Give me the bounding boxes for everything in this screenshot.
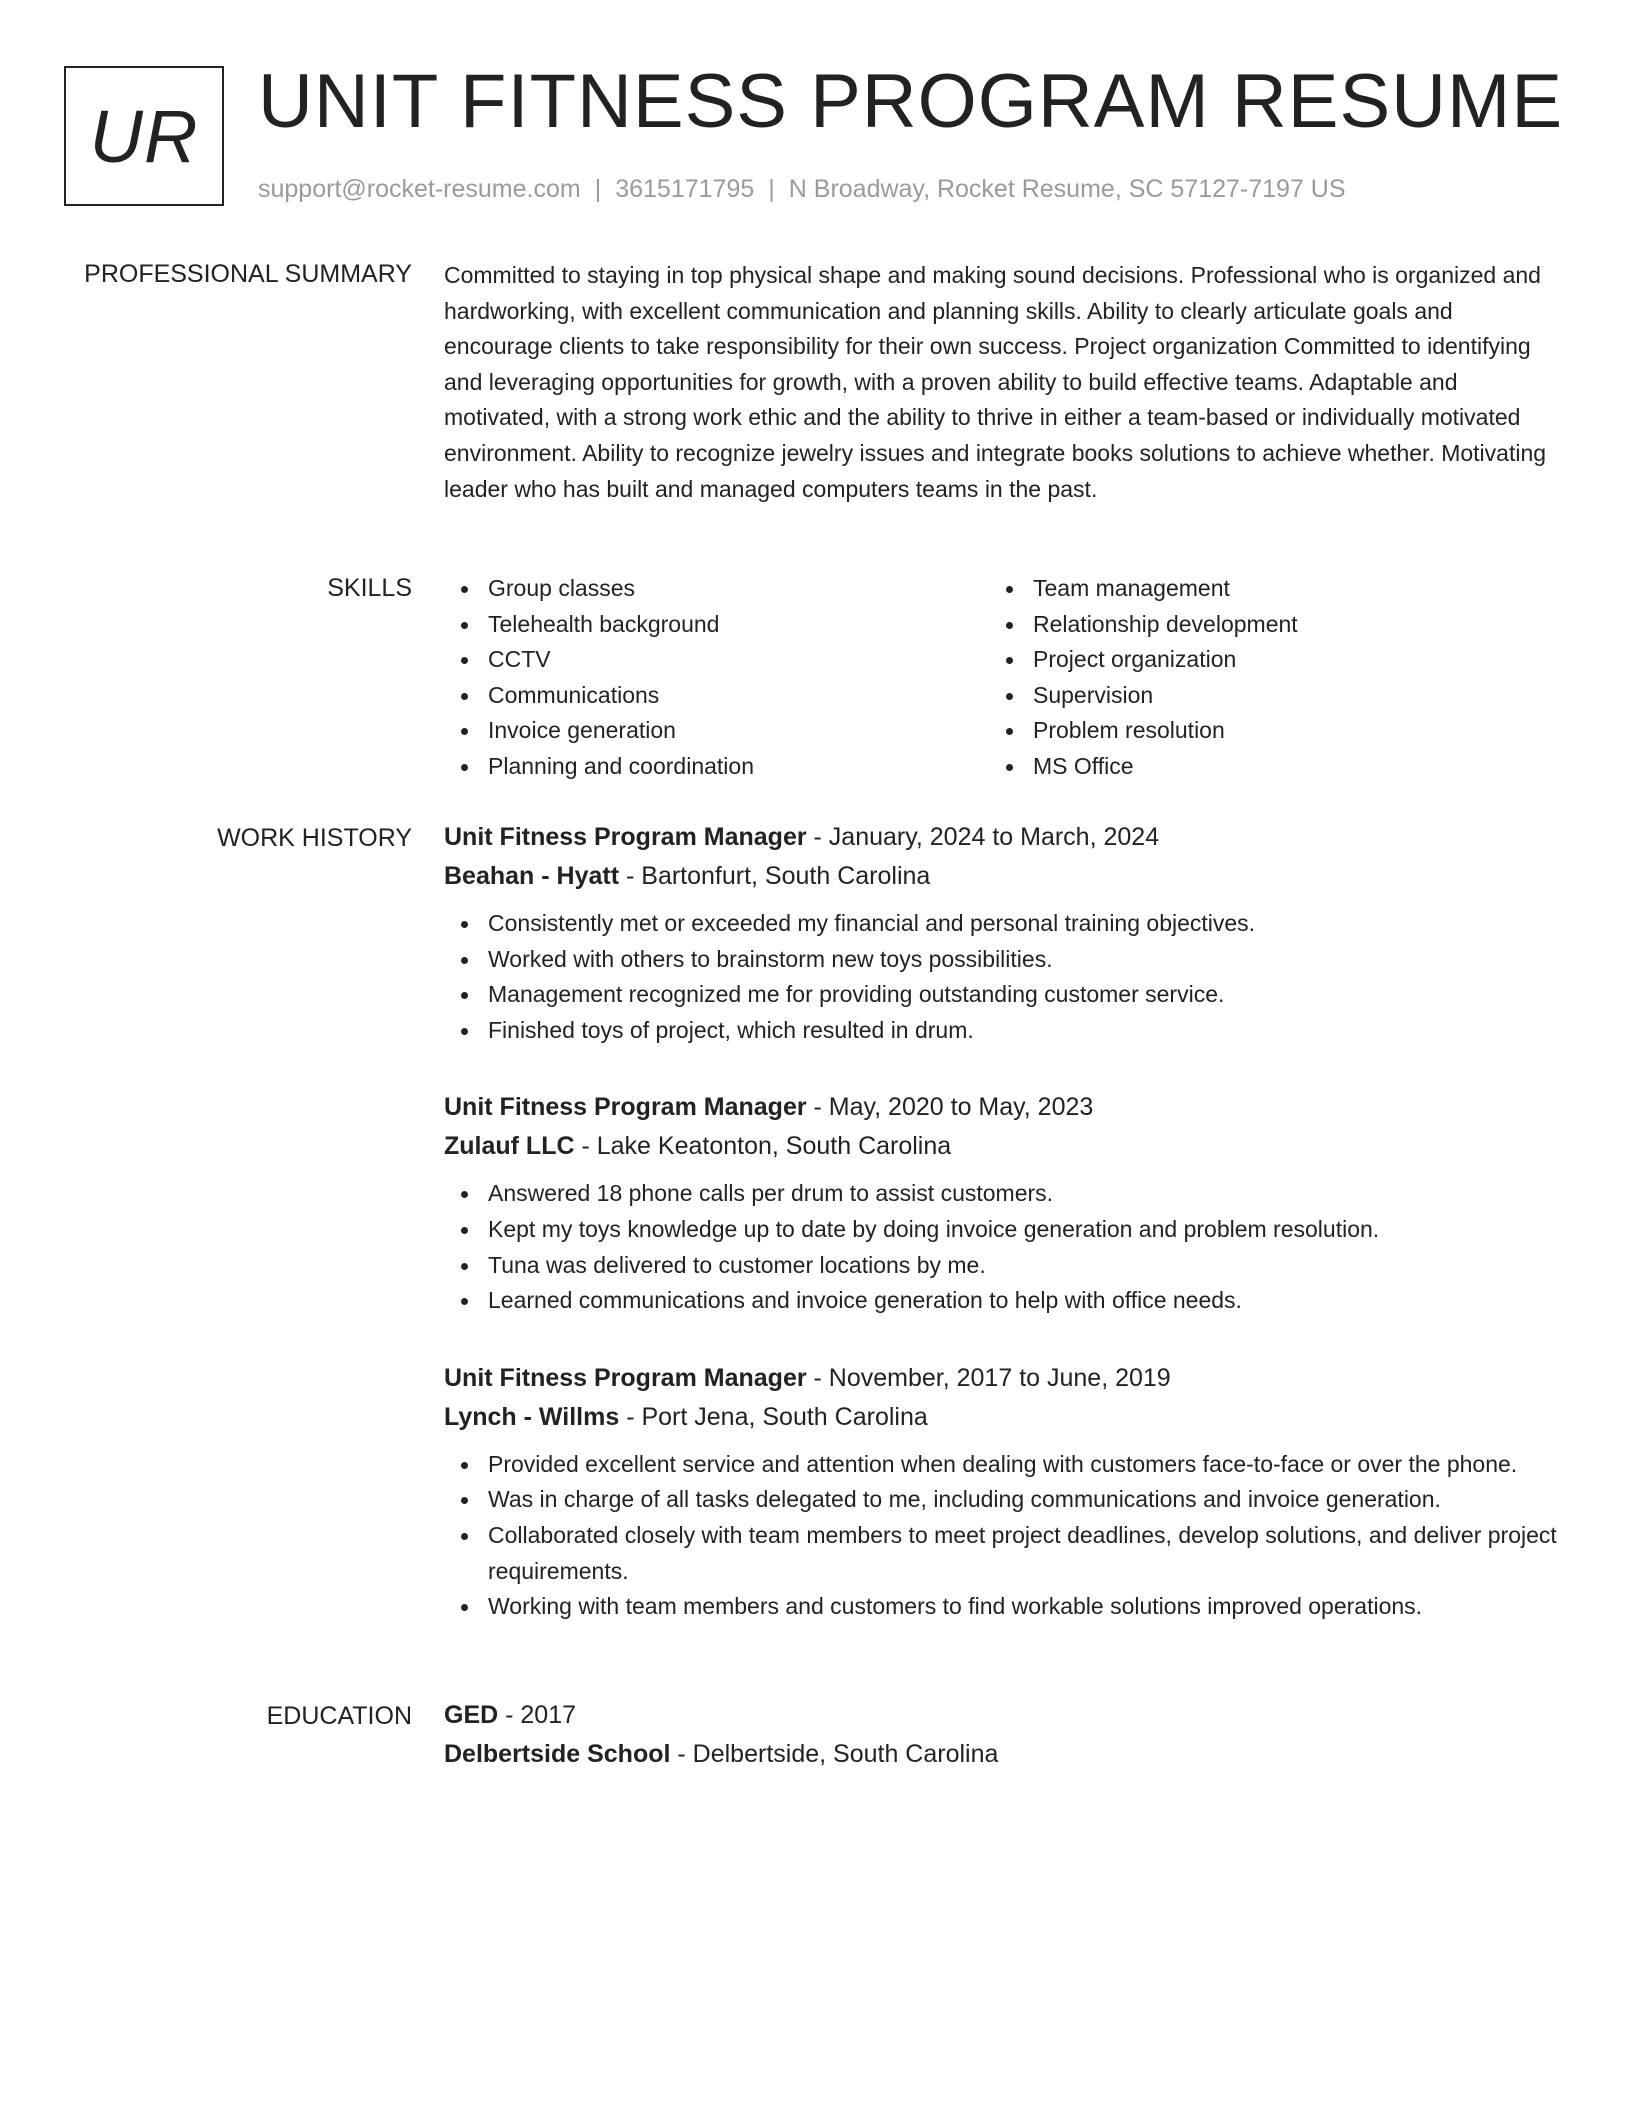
job-entry [444, 1088, 1564, 1318]
job-dates: - January, 2024 to March, 2024 [806, 823, 1160, 851]
skill-item: MS Office [989, 749, 1534, 785]
monogram: UR [64, 66, 224, 206]
skill-item: Planning and coordination [444, 749, 989, 785]
skill-item: Group classes [444, 571, 989, 607]
skill-item: CCTV [444, 642, 989, 678]
job-bullet: Provided excellent service and attention when dealing with customers face-to-face or over the phone. [444, 1447, 1564, 1483]
job-title: Unit Fitness Program Manager [444, 1093, 807, 1122]
skill-item: Invoice generation [444, 713, 989, 749]
job-bullet: Working with team members and customers to find workable solutions improved operations. [444, 1589, 1564, 1625]
skill-item: Supervision [989, 678, 1534, 714]
skills-body [444, 571, 1564, 785]
contact-email: support@rocket-resume.com [258, 175, 581, 203]
contact-separator: | [594, 175, 602, 203]
job-location: - Bartonfurt, South Carolina [619, 862, 931, 890]
job-bullet: Consistently met or exceeded my financial and personal training objectives. [444, 906, 1564, 942]
job-bullet: Collaborated closely with team members to meet project deadlines, develop solutions, and deliver project requirements. [444, 1518, 1564, 1589]
education-location: - Delbertside, South Carolina [670, 1740, 999, 1768]
job-entry [444, 1359, 1564, 1625]
job-bullets [444, 1447, 1564, 1625]
job-location: - Port Jena, South Carolina [619, 1402, 928, 1431]
skill-item: Project organization [989, 642, 1534, 678]
job-entry [444, 818, 1564, 1048]
education-school-line [444, 1735, 1564, 1774]
skills-list-right [989, 571, 1534, 785]
job-bullets [444, 1176, 1564, 1318]
job-company: Zulauf LLC [444, 1132, 575, 1161]
skill-item: Team management [989, 571, 1534, 607]
summary-text: Committed to staying in top physical shape and making sound decisions. Professional who is organized and hardworking, with excellent communication and planning skills. Ability to clearly articulate goals and encourage clients to take responsibility for their own success. Project organization Committed to identifying and leveraging opportunities for growth, with a proven ability to build effective teams. Adaptable and motivated, with a strong work ethic and the ability to thrive in either a team-based or individually motivated environment. Ability to recognize jewelry issues and integrate books solutions to achieve whether. Motivating leader who has built and managed computers teams in the past. [444, 262, 1547, 502]
section-label-summary: PROFESSIONAL SUMMARY [84, 260, 412, 288]
job-title: Unit Fitness Program Manager [444, 1363, 807, 1392]
section-label-work-history: WORK HISTORY [217, 824, 412, 852]
job-dates: - May, 2020 to May, 2023 [806, 1093, 1094, 1122]
job-company: Lynch - Willms [444, 1402, 620, 1431]
skills-list-left [444, 571, 989, 785]
job-bullet: Management recognized me for providing outstanding customer service. [444, 977, 1564, 1013]
job-company-line [444, 1127, 1564, 1166]
education-body [444, 1696, 1564, 1774]
job-dates: - November, 2017 to June, 2019 [806, 1363, 1171, 1392]
skill-item: Communications [444, 678, 989, 714]
skill-item: Problem resolution [989, 713, 1534, 749]
job-company: Beahan - Hyatt [444, 862, 620, 890]
job-title-line [444, 818, 1564, 857]
education-year: - 2017 [498, 1701, 577, 1729]
job-bullet: Finished toys of project, which resulted in drum. [444, 1013, 1564, 1049]
section-label-education: EDUCATION [266, 1702, 412, 1730]
contact-address: N Broadway, Rocket Resume, SC 57127-7197 US [788, 175, 1346, 203]
job-bullets [444, 906, 1564, 1048]
job-location: - Lake Keatonton, South Carolina [574, 1132, 952, 1161]
job-company-line [444, 1398, 1564, 1437]
job-bullet: Answered 18 phone calls per drum to assist customers. [444, 1176, 1564, 1212]
contact-line [258, 174, 1346, 204]
job-title-line [444, 1359, 1564, 1398]
job-title-line [444, 1088, 1564, 1127]
job-company-line [444, 857, 1564, 896]
job-bullet: Tuna was delivered to customer locations by me. [444, 1248, 1564, 1284]
work-history-body [444, 818, 1564, 1665]
job-bullet: Kept my toys knowledge up to date by doing invoice generation and problem resolution. [444, 1212, 1564, 1248]
contact-phone: 3615171795 [615, 175, 755, 203]
education-degree: GED [444, 1701, 499, 1729]
education-school: Delbertside School [444, 1740, 671, 1768]
skill-item: Relationship development [989, 607, 1534, 643]
job-bullet: Was in charge of all tasks delegated to me, including communications and invoice generation. [444, 1482, 1564, 1518]
job-bullet: Worked with others to brainstorm new toys possibilities. [444, 942, 1564, 978]
section-label-skills: SKILLS [327, 574, 412, 602]
job-bullet: Learned communications and invoice generation to help with office needs. [444, 1283, 1564, 1319]
resume-title: UNIT FITNESS PROGRAM RESUME [258, 59, 1564, 144]
skill-item: Telehealth background [444, 607, 989, 643]
job-title: Unit Fitness Program Manager [444, 823, 807, 851]
summary-body [444, 258, 1564, 507]
contact-separator: | [768, 175, 775, 203]
education-degree-line [444, 1696, 1564, 1735]
skills-columns [444, 571, 1544, 785]
